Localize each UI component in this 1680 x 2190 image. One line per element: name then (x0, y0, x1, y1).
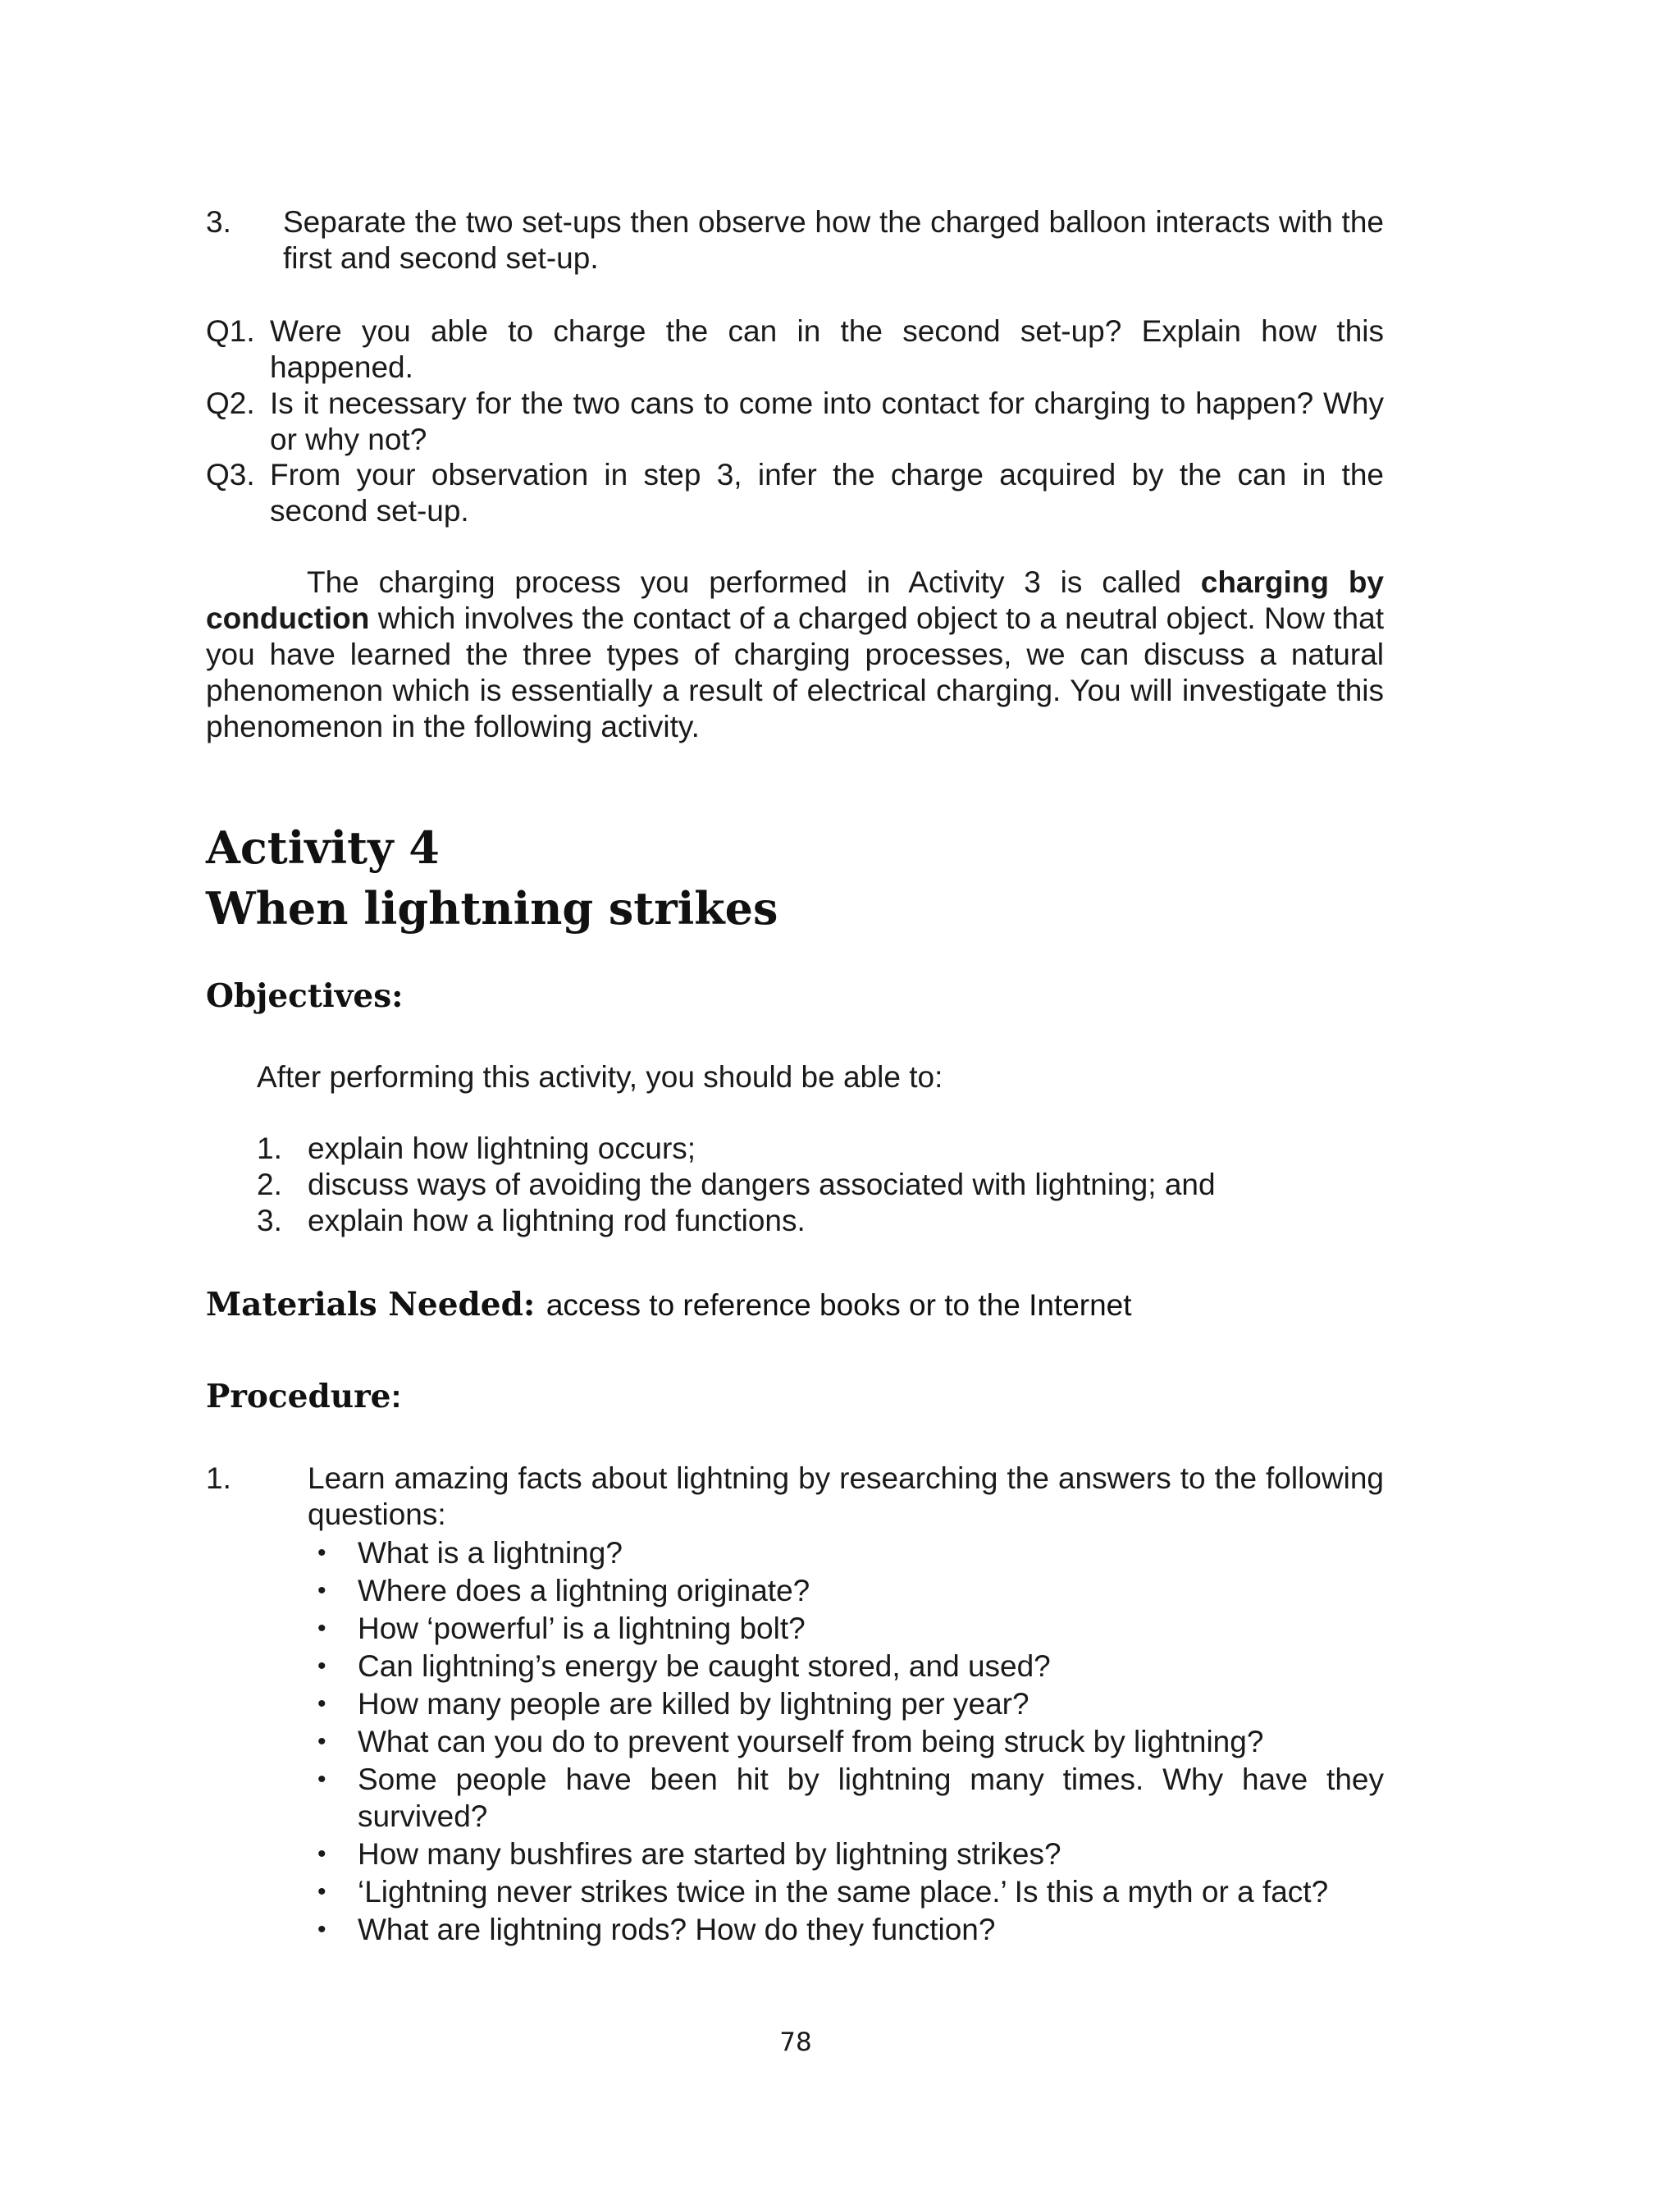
materials-heading: Materials Needed: (206, 1286, 536, 1324)
materials-line (206, 1285, 1132, 1325)
question-label: Q1. (206, 314, 255, 348)
objectives-intro: After performing this activity, you should be able to: (257, 1060, 943, 1094)
bullet-marker: • (317, 1577, 326, 1604)
objective-number: 3. (257, 1204, 282, 1237)
bullet-marker: • (317, 1539, 326, 1566)
objective-number: 1. (257, 1132, 282, 1165)
activity-name: When lightning strikes (206, 882, 778, 935)
bullet-marker: • (317, 1878, 326, 1905)
procedure-step-1 (206, 1461, 1384, 1534)
bullet-text: How many people are killed by lightning per year? (358, 1687, 1029, 1721)
bullet-marker: • (317, 1615, 326, 1642)
bullet-text: How many bushfires are started by lightning strikes? (358, 1837, 1061, 1871)
procedure-step-number: 1. (206, 1461, 231, 1495)
bullet-text: Where does a lightning originate? (358, 1574, 810, 1607)
bullet-text: Can lightning’s energy be caught stored, and used? (358, 1649, 1051, 1683)
objective-text: explain how a lightning rod functions. (308, 1204, 806, 1237)
bullet-marker: • (317, 1916, 326, 1943)
bullet-text: ‘Lightning never strikes twice in the same place.’ Is this a myth or a fact? (358, 1875, 1329, 1909)
question-label: Q2. (206, 386, 255, 420)
bullet-marker: • (317, 1840, 326, 1868)
procedure-step-text: Learn amazing facts about lightning by researching the answers to the following questions: (308, 1461, 1384, 1531)
question-label: Q3. (206, 458, 255, 491)
question-q2 (206, 386, 1384, 459)
bullet-marker: • (317, 1690, 326, 1717)
step-3-number: 3. (206, 205, 231, 239)
procedure-colon: : (390, 1379, 402, 1415)
bullet-text: How ‘powerful’ is a lightning bolt? (358, 1612, 806, 1645)
objectives-heading: Objectives: (206, 977, 404, 1015)
objective-text: discuss ways of avoiding the dangers associated with lightning; and (308, 1168, 1216, 1201)
procedure-heading: Procedure (206, 1378, 391, 1415)
question-text: From your observation in step 3, infer the charge acquired by the can in the second set-up. (270, 458, 1384, 528)
paragraph-rest: which involves the contact of a charged object to a neutral object. Now that you have learned the three types of charging processes, we can discuss a natural phenomenon which is essentially a result of electrical charging. You will investigate this phenomenon in the following activity. (206, 601, 1384, 743)
objective-number: 2. (257, 1168, 282, 1201)
activity-number: Activity 4 (206, 821, 440, 874)
step-3-text: Separate the two set-ups then observe how the charged balloon interacts with the first and second set-up. (283, 205, 1384, 275)
page-number: 78 (779, 2028, 812, 2057)
question-text: Were you able to charge the can in the second set-up? Explain how this happened. (270, 314, 1384, 384)
activity-title (206, 817, 778, 939)
materials-text: access to reference books or to the Internet (546, 1288, 1132, 1322)
paragraph-lead: The charging process you performed in Activity 3 is called (307, 565, 1201, 599)
objective-text: explain how lightning occurs; (308, 1132, 696, 1165)
bullet-marker: • (317, 1653, 326, 1680)
question-q3 (206, 457, 1384, 531)
intro-paragraph (206, 565, 1384, 745)
bullet-marker: • (317, 1766, 326, 1793)
procedure-heading-line (206, 1377, 401, 1417)
charging-by-conduction-term: charging by conduction (206, 565, 1384, 635)
bullet-marker: • (317, 1728, 326, 1755)
bullet-text: What are lightning rods? How do they function? (358, 1913, 996, 1946)
question-text: Is it necessary for the two cans to come into contact for charging to happen? Why or why not? (270, 386, 1384, 456)
step-3 (206, 204, 1384, 278)
bullet-text: What is a lightning? (358, 1536, 623, 1570)
bullet-text: Some people have been hit by lightning many times. Why have they survived? (358, 1763, 1384, 1833)
bullet-text: What can you do to prevent yourself from being struck by lightning? (358, 1725, 1264, 1758)
question-q1 (206, 313, 1384, 387)
